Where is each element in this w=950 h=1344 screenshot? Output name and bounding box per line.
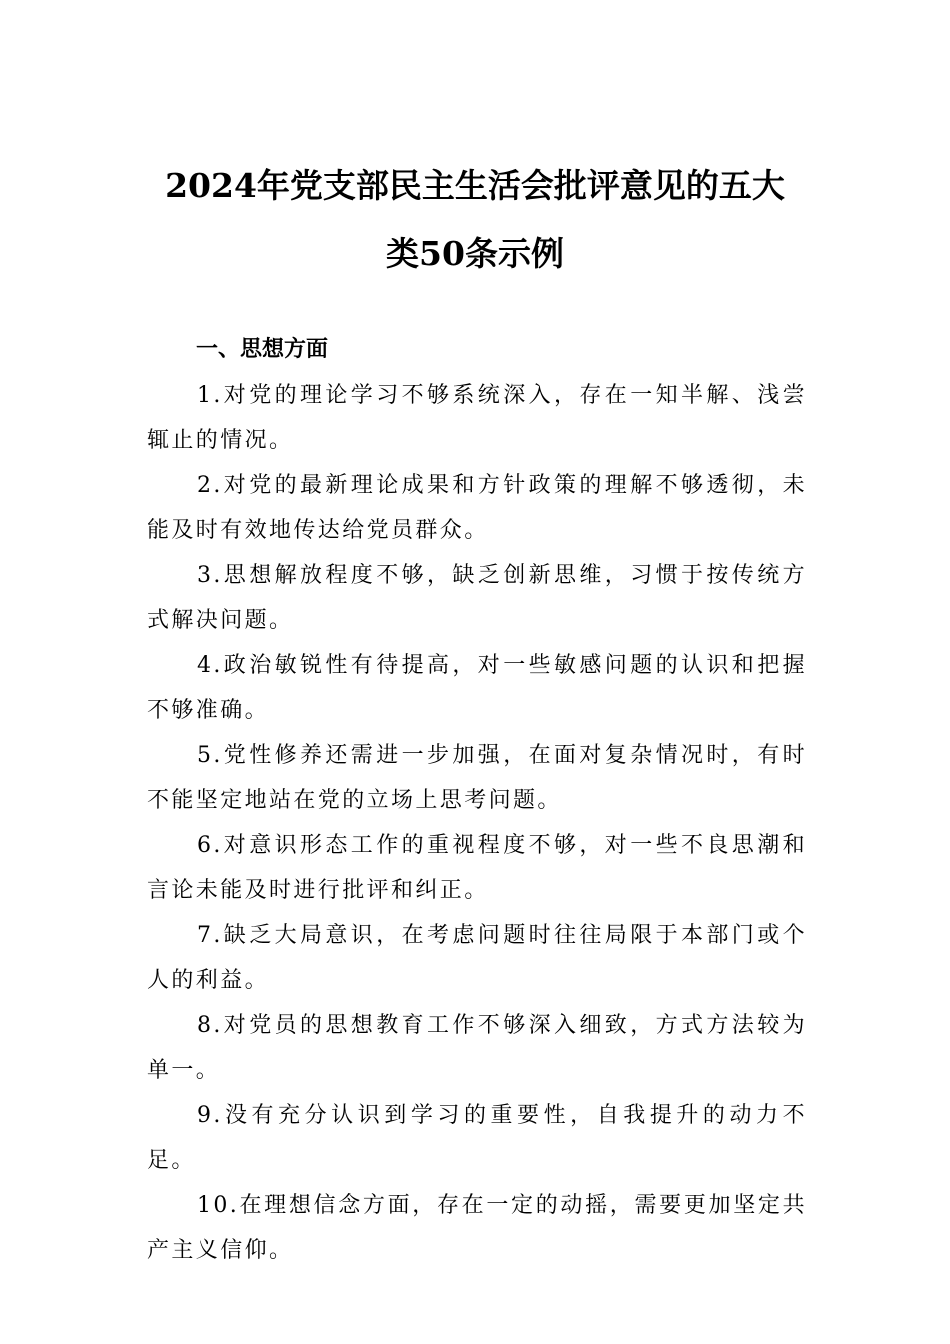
list-item: 6.对意识形态工作的重视程度不够，对一些不良思潮和言论未能及时进行批评和纠正。 (147, 833, 807, 903)
criticism-list (147, 373, 807, 1273)
list-item: 9.没有充分认识到学习的重要性，自我提升的动力不足。 (147, 1103, 807, 1173)
list-item: 10.在理想信念方面，存在一定的动摇，需要更加坚定共产主义信仰。 (147, 1193, 807, 1263)
list-item: 3.思想解放程度不够，缺乏创新思维，习惯于按传统方式解决问题。 (147, 563, 807, 633)
document-title-line-1: 2024年党支部民主生活会批评意见的五大 (165, 166, 785, 205)
section-heading-ideology: 一、思想方面 (196, 337, 329, 362)
list-item: 8.对党员的思想教育工作不够深入细致，方式方法较为单一。 (147, 1013, 807, 1083)
list-item: 4.政治敏锐性有待提高，对一些敏感问题的认识和把握不够准确。 (147, 653, 807, 723)
list-item: 2.对党的最新理论成果和方针政策的理解不够透彻，未能及时有效地传达给党员群众。 (147, 473, 807, 543)
list-item: 1.对党的理论学习不够系统深入，存在一知半解、浅尝辄止的情况。 (147, 383, 807, 453)
document-title-line-2: 类50条示例 (386, 234, 564, 273)
list-item: 5.党性修养还需进一步加强，在面对复杂情况时，有时不能坚定地站在党的立场上思考问题。 (147, 743, 807, 813)
list-item: 7.缺乏大局意识，在考虑问题时往往局限于本部门或个人的利益。 (147, 923, 807, 993)
